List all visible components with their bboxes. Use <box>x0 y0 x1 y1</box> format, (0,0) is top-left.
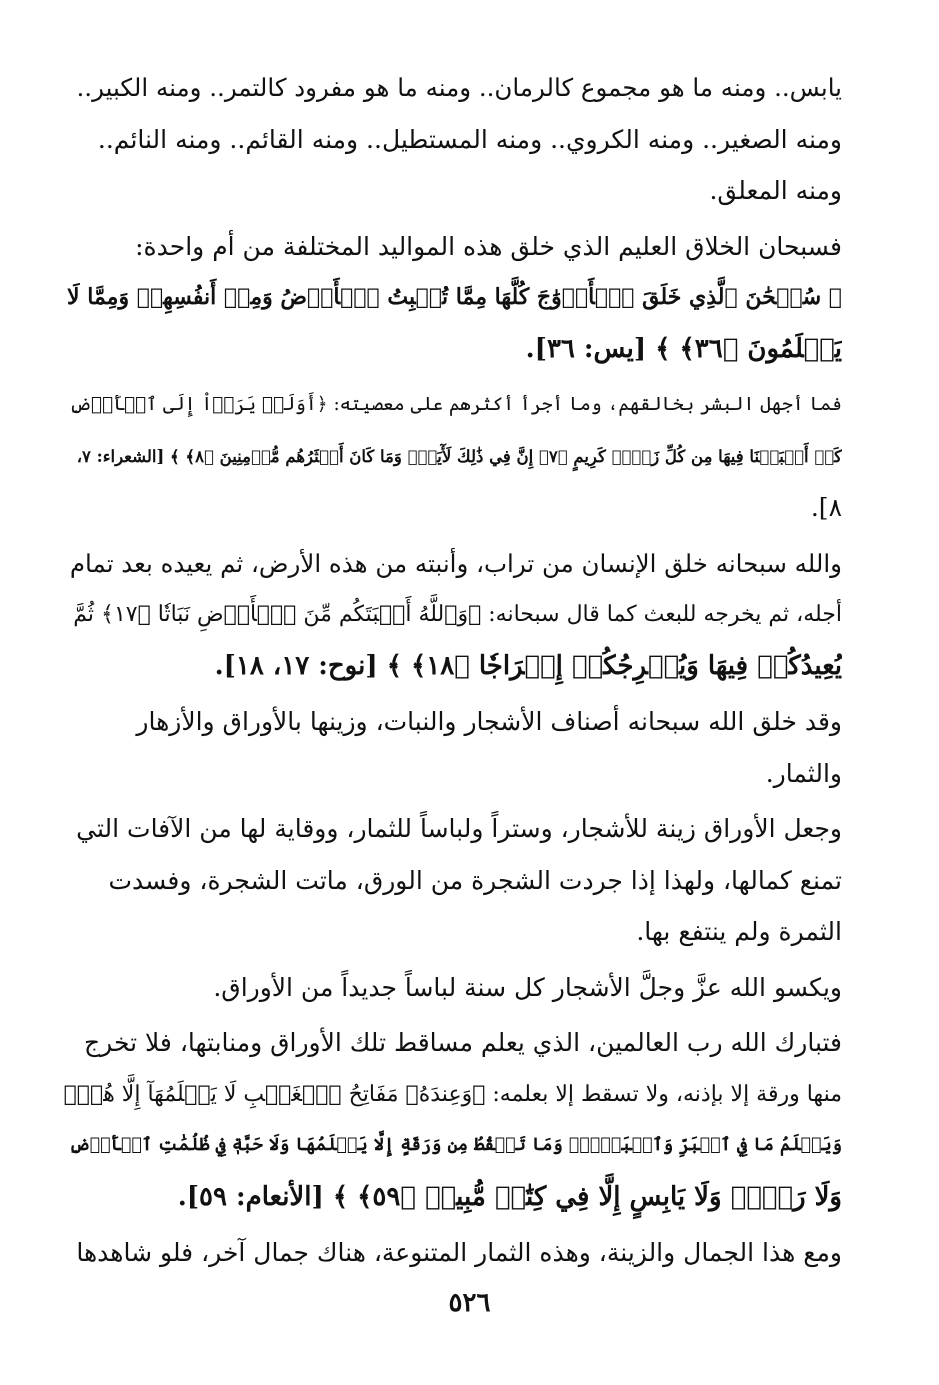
text-line: يابس.. ومنه ما هو مجموع كالرمان.. ومنه ما هو مفرود كالتمر.. ومنه الكبير.. <box>76 73 842 102</box>
text-line: فسبحان الخلاق العليم الذي خلق هذه المواليد المختلفة من أم واحدة: <box>135 231 842 261</box>
text-line: وجعل الأوراق زينة للأشجار، وستراً ولباساً للثمار، ووقاية لها من الآفات التي <box>76 814 842 843</box>
page-body <box>64 62 842 1283</box>
page-number: ٥٢٦ <box>448 1288 491 1318</box>
quran-verse-line: يَعۡلَمُونَ ﴿٣٦﴾ ﴾ [يس: ٣٦]. <box>525 333 842 364</box>
text-line: وقد خلق الله سبحانه أصناف الأشجار والنبات، وزينها بالأوراق والأزهار <box>136 707 842 736</box>
text-line: فما أجهل البشر بخالقهم، وما أجرأ أكثرهم على معصيته: ﴿أَوَلَمۡ يَرَوۡاْ إِلَى ٱلۡأَرۡضِ <box>69 394 842 415</box>
text-line: ومع هذا الجمال والزينة، وهذه الثمار المتنوعة، هناك جمال آخر، فلو شاهدها <box>76 1238 842 1267</box>
text-line: والله سبحانه خلق الإنسان من تراب، وأنبته من هذه الأرض، ثم يعيده بعد تمام <box>69 548 842 578</box>
quran-verse-line: وَلَا رَطۡبٖ وَلَا يَابِسٍ إِلَّا فِي كِتَٰبٖ مُّبِينٖ ﴿٥٩﴾ ﴾ [الأنعام: ٥٩]. <box>177 1181 842 1212</box>
reference-line: ٨]. <box>810 493 842 522</box>
text-line: ويكسو الله عزَّ وجلَّ الأشجار كل سنة لباساً جديداً من الأوراق. <box>213 972 842 1002</box>
text-line: ومنه الصغير.. ومنه الكروي.. ومنه المستطيل.. ومنه القائم.. ومنه النائم.. <box>97 124 842 154</box>
paragraph-tabarak-allah <box>64 1017 842 1223</box>
paragraph-yearly-clothing <box>64 962 842 1014</box>
paragraph-human-creation <box>64 538 842 693</box>
quran-verse-line: ﴿ سُبۡحَٰنَ ٱلَّذِي خَلَقَ ٱلۡأَزۡوَٰجَ كُلَّهَا مِمَّا تُنۢبِتُ ٱلۡأَرۡضُ وَمِنۡ أَنفُسِهِمۡ وَمِمَّا لَا <box>67 284 842 310</box>
quran-verse-line: وَيَعۡلَمُ مَا فِي ٱلۡبَرِّ وَٱلۡبَحۡرِۚ وَمَا تَسۡقُطُ مِن وَرَقَةٍ إِلَّا يَعۡلَمُهَا وَلَا حَبَّةٖ فِي ظُلُمَٰتِ ٱلۡأَرۡضِ <box>69 1135 842 1155</box>
paragraph-beauty-continues <box>64 1227 842 1279</box>
text-line: ومنه المعلق. <box>709 176 842 205</box>
paragraph-fruit-types <box>64 62 842 217</box>
paragraph-subhan-al-khallaq <box>64 221 842 376</box>
text-line: والثمار. <box>765 758 842 788</box>
text-line: أجله، ثم يخرجه للبعث كما قال سبحانه: ﴿وَٱللَّهُ أَنۢبَتَكُم مِّنَ ٱلۡأَرۡضِ نَبَاتٗا ﴿١٧﴾ ثُمَّ <box>73 602 842 627</box>
quran-verse-line: كَمۡ أَنۢبَتۡنَا فِيهَا مِن كُلِّ زَوۡجٖ كَرِيمٍ ﴿٧﴾ إِنَّ فِي ذَٰلِكَ لَأٓيَةٗۖ وَمَا كَانَ أَكۡثَرُهُم مُّؤۡمِنِينَ ﴿٨﴾ ﴾ [الشعراء: ٧، <box>76 446 842 466</box>
paragraph-trees-plants <box>64 696 842 799</box>
paragraph-leaves-adornment <box>64 803 842 958</box>
text-line: منها ورقة إلا بإذنه، ولا تسقط إلا بعلمه: ﴿وَعِندَهُۥ مَفَاتِحُ ٱلۡغَيۡبِ لَا يَعۡلَمُهَآ إِلَّا هُوَۚ <box>64 1081 842 1107</box>
text-line: الثمرة ولم ينتفع بها. <box>636 917 842 946</box>
paragraph-human-ignorance <box>64 379 842 534</box>
text-line: تمنع كمالها، ولهذا إذا جردت الشجرة من الورق، ماتت الشجرة، وفسدت <box>108 865 842 895</box>
quran-verse-line: يُعِيدُكُمۡ فِيهَا وَيُخۡرِجُكُمۡ إِخۡرَاجٗا ﴿١٨﴾ ﴾ [نوح: ١٧، ١٨]. <box>214 650 842 681</box>
text-line: فتبارك الله رب العالمين، الذي يعلم مساقط تلك الأوراق ومنابتها، فلا تخرج <box>84 1028 842 1057</box>
